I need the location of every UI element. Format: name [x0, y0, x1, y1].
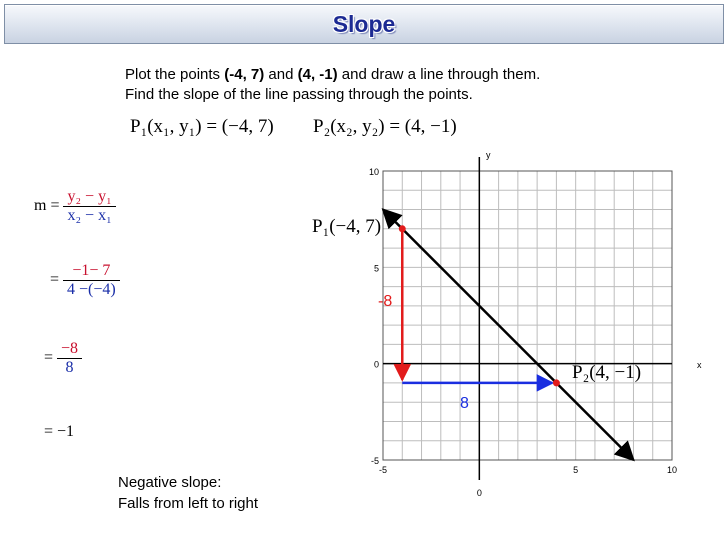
simplify-equals: = [44, 349, 54, 367]
y-tick-label: 5 [373, 263, 379, 274]
instruction-text-c: and draw a line through them. [337, 66, 541, 83]
point-1-label: P₁(−4, 7) [312, 216, 382, 237]
y-tick-label: -5 [370, 456, 379, 466]
y-axis-name: y [486, 150, 491, 160]
y-tick-label: 10 [368, 167, 379, 177]
note-line-1: Negative slope: [118, 474, 222, 491]
formula-numerator: y₂ − y₁ [67, 188, 112, 205]
substitution-denominator: 4 −(−4) [63, 280, 120, 299]
instruction-point-2: (4, -1) [297, 66, 338, 83]
instruction-point-1: (-4, 7) [224, 66, 265, 83]
instruction-text-b: and [264, 66, 298, 83]
point-2-definition: P₂(x₂, y₂) = (4, −1) [313, 116, 457, 137]
rise-label: -8 [378, 293, 393, 310]
x-tick-label: 10 [666, 465, 678, 475]
x-tick-label: 5 [573, 465, 579, 475]
substitution-numerator: −1− 7 [72, 262, 111, 279]
slope-lhs: m = [34, 197, 60, 215]
point-1-definition: P₁(x₁, y₁) = (−4, 7) [130, 116, 274, 137]
line-through-points [383, 210, 633, 460]
x-tick-label: -5 [378, 465, 388, 475]
simplify-denominator: 8 [57, 358, 82, 377]
plot-annotations [312, 150, 702, 412]
page-title: Slope [332, 11, 396, 37]
formula-denominator: x₂ − x₁ [63, 206, 115, 225]
y-tick-label: 0 [373, 359, 379, 370]
result-step: = −1 [44, 423, 75, 440]
data-point-2 [553, 379, 560, 386]
plot-grid [383, 171, 672, 460]
x-tick-label: 0 [476, 488, 482, 498]
simplify-numerator: −8 [61, 340, 79, 357]
note-line-2: Falls from left to right [118, 495, 259, 512]
instruction-line-2: Find the slope of the line passing through the points. [125, 86, 473, 103]
x-axis-name: x [697, 360, 702, 370]
point-2-label: P₂(4, −1) [572, 362, 642, 383]
substitution-equals: = [50, 271, 60, 289]
plot-axes [383, 157, 672, 480]
plot-marks [383, 210, 633, 460]
plot-frame [383, 171, 672, 460]
instruction-text-a: Plot the points [125, 66, 225, 83]
run-label: 8 [460, 395, 469, 412]
